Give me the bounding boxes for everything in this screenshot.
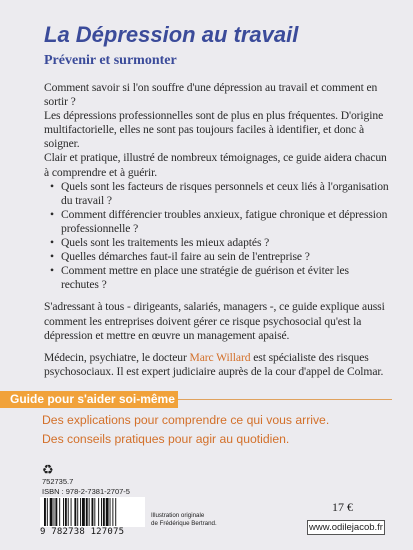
audience-paragraph: S'adressant à tous - dirigeants, salariés, managers -, ce guide explique aussi comment les entreprises doivent gérer ce risque psychosocial qu'est la dépression et mettre en œuvre un management apaisé. [44, 300, 385, 342]
list-item: • Quels sont les facteurs de risques personnels et ceux liés à l'organisation du travail ? [44, 180, 389, 208]
banner-rule [178, 399, 392, 400]
intro-paragraph: Clair et pratique, illustré de nombreux témoignages, ce guide aidera chacun à comprendre et à guérir. [44, 151, 387, 179]
series-banner: Guide pour s'aider soi-même [0, 391, 178, 408]
price: 17 € [332, 500, 353, 514]
tagline: Des conseils pratiques pour agir au quotidien. [42, 432, 290, 446]
recycle-icon: ♻ [42, 462, 54, 477]
blurb [44, 81, 389, 379]
ean-number: 9 782738 127075 [40, 527, 125, 537]
tagline: Des explications pour comprendre ce qui vous arrive. [42, 413, 330, 427]
author-paragraph [44, 351, 389, 379]
book-subtitle: Prévenir et surmonter [44, 53, 177, 68]
question-list [44, 180, 389, 293]
author-suffix: est spécialiste des risques psychosociaux. Il est expert judiciaire auprès de la cour d'appel de Colmar. [44, 350, 384, 378]
website-link[interactable]: www.odilejacob.fr [307, 520, 385, 535]
list-item: • Comment mettre en place une stratégie de guérison et éviter les rechutes ? [44, 264, 389, 292]
author-name: Marc Willard [189, 350, 251, 364]
ref-code: 752735.7 [42, 477, 74, 486]
barcode-icon [40, 497, 145, 527]
illustration-credit: Illustration originale de Frédérique Bertrand. [151, 512, 217, 527]
intro-paragraph: Comment savoir si l'on souffre d'une dépression au travail et comment en sortir ? [44, 81, 378, 109]
author-prefix: Médecin, psychiatre, le docteur [44, 350, 190, 364]
list-item: • Quelles démarches faut-il faire au sein de l'entreprise ? [44, 250, 389, 264]
list-item: • Quels sont les traitements les mieux adaptés ? [44, 236, 389, 250]
intro-paragraph: Les dépressions professionnelles sont de plus en plus fréquentes. D'origine multifactorielle, elles ne sont pas toujours faciles à identifier, et donc à soigner. [44, 109, 384, 151]
list-item: • Comment différencier troubles anxieux, fatigue chronique et dépression professionnelle ? [44, 208, 389, 236]
isbn: ISBN : 978-2-7381-2707-5 [42, 486, 130, 496]
book-title: La Dépression au travail [44, 22, 299, 47]
